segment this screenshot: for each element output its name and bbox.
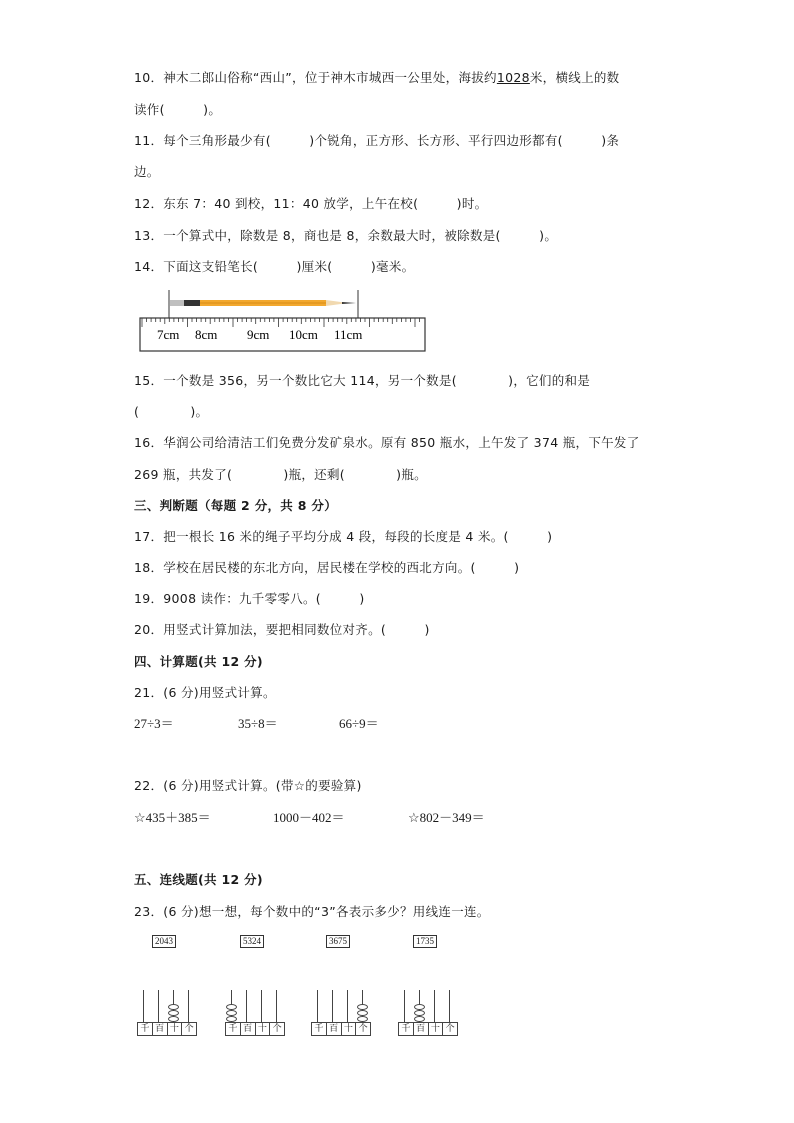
q11-line1: 11．每个三角形最少有( )个锐角，正方形、长方形、平行四边形都有( )条 <box>134 133 620 148</box>
q21-item-3: 66÷9＝ <box>339 716 379 731</box>
abacus-rod <box>246 990 247 1022</box>
number-box-4: 1735 <box>413 935 437 948</box>
abacus-bead <box>226 1004 237 1010</box>
q21-text: 21．(6 分)用竖式计算。 <box>134 685 276 700</box>
place-label-ones: 个 <box>358 1024 368 1034</box>
section-5-heading: 五、连线题(共 12 分) <box>134 872 263 887</box>
q10-line1 <box>134 68 619 86</box>
ruler-label-8: 8cm <box>195 327 218 342</box>
q21-item-1: 27÷3＝ <box>134 716 174 731</box>
place-label-ones: 个 <box>272 1024 282 1034</box>
q16-line2: 269 瓶，共发了( )瓶，还剩( )瓶。 <box>134 467 427 482</box>
q15-line1: 15．一个数是 356，另一个数比它大 114，另一个数是( )，它们的和是 <box>134 373 591 388</box>
place-label-ones: 个 <box>445 1024 455 1034</box>
abacus-rod <box>158 990 159 1022</box>
ruler-figure <box>134 288 434 356</box>
abacus-base <box>225 1022 285 1036</box>
abacus-2 <box>225 990 285 1042</box>
place-label-thousands: 千 <box>399 1023 414 1035</box>
abacus-bead <box>226 1010 237 1016</box>
q17: 17．把一根长 16 米的绳子平均分成 4 段，每段的长度是 4 米。( ) <box>134 529 553 544</box>
q12: 12．东东 7：40 到校，11：40 放学，上午在校( )时。 <box>134 196 488 211</box>
ruler-label-10: 10cm <box>289 327 318 342</box>
place-label-hundreds: 百 <box>153 1023 168 1035</box>
q10-underlined-number: 1028 <box>496 70 530 85</box>
abacus-bead <box>168 1010 179 1016</box>
number-box-3: 3675 <box>326 935 350 948</box>
place-label-tens: 十 <box>342 1023 357 1035</box>
number-box-2: 5324 <box>240 935 264 948</box>
place-label-tens: 十 <box>429 1023 444 1035</box>
place-label-tens: 十 <box>256 1023 271 1035</box>
q16-line1: 16．华润公司给清洁工们免费分发矿泉水。原有 850 瓶水，上午发了 374 瓶，下午发了 <box>134 435 640 450</box>
ruler-label-7: 7cm <box>157 327 180 342</box>
abacus-rod <box>332 990 333 1022</box>
section-4-heading: 四、计算题(共 12 分) <box>134 654 263 669</box>
place-label-hundreds: 百 <box>241 1023 256 1035</box>
abacus-base <box>311 1022 371 1036</box>
abacus-bead <box>357 1010 368 1016</box>
place-label-hundreds: 百 <box>327 1023 342 1035</box>
abacus-bead <box>414 1016 425 1022</box>
q14: 14．下面这支铅笔长( )厘米( )毫米。 <box>134 259 415 274</box>
abacus-3 <box>311 990 371 1042</box>
ruler-label-9: 9cm <box>247 327 270 342</box>
place-label-thousands: 千 <box>312 1023 327 1035</box>
place-label-ones: 个 <box>184 1024 194 1034</box>
q22-item-1: ☆435＋385＝ <box>134 810 211 825</box>
q23-text: 23．(6 分)想一想，每个数中的“3”各表示多少？用线连一连。 <box>134 904 490 919</box>
abacus-rod <box>317 990 318 1022</box>
place-label-tens: 十 <box>168 1023 183 1035</box>
abacus-rod <box>188 990 189 1022</box>
abacus-rod <box>276 990 277 1022</box>
abacus-4 <box>398 990 458 1042</box>
ruler-body <box>140 318 425 351</box>
abacus-rod <box>261 990 262 1022</box>
place-label-thousands: 千 <box>226 1023 241 1035</box>
abacus-bead <box>168 1016 179 1022</box>
q15-line2: ( )。 <box>134 404 209 419</box>
pencil-icon <box>170 300 356 306</box>
q20: 20．用竖式计算加法，要把相同数位对齐。( ) <box>134 622 430 637</box>
q11-line2: 边。 <box>134 164 160 179</box>
q22-item-3: ☆802－349＝ <box>408 810 485 825</box>
abacus-1 <box>137 990 197 1042</box>
q13: 13．一个算式中，除数是 8，商也是 8，余数最大时，被除数是( )。 <box>134 228 558 243</box>
abacus-bead <box>357 1016 368 1022</box>
abacus-base <box>398 1022 458 1036</box>
q10-text: 10．神木二郎山俗称“西山”，位于神木市城西一公里处，海拔约 <box>134 70 497 85</box>
number-box-1: 2043 <box>152 935 176 948</box>
abacus-bead <box>414 1010 425 1016</box>
section-3-heading: 三、判断题（每题 2 分，共 8 分） <box>134 498 338 513</box>
abacus-rod <box>404 990 405 1022</box>
q18: 18．学校在居民楼的东北方向，居民楼在学校的西北方向。( ) <box>134 560 520 575</box>
q19: 19．9008 读作：九千零零八。( ) <box>134 591 365 606</box>
place-label-thousands: 千 <box>138 1023 153 1035</box>
abacus-bead <box>414 1004 425 1010</box>
abacus-rod <box>449 990 450 1022</box>
ruler-label-11: 11cm <box>334 327 363 342</box>
abacus-rod <box>434 990 435 1022</box>
abacus-bead <box>226 1016 237 1022</box>
q10-text-post: 米，横线上的数 <box>529 70 620 85</box>
abacus-bead <box>168 1004 179 1010</box>
q22-text: 22．(6 分)用竖式计算。(带☆的要验算) <box>134 778 362 793</box>
place-label-hundreds: 百 <box>414 1023 429 1035</box>
abacus-rod <box>143 990 144 1022</box>
abacus-rod <box>347 990 348 1022</box>
q21-item-2: 35÷8＝ <box>238 716 278 731</box>
q22-item-2: 1000－402＝ <box>273 810 345 825</box>
abacus-base <box>137 1022 197 1036</box>
q10-line2: 读作( )。 <box>134 102 222 117</box>
abacus-bead <box>357 1004 368 1010</box>
